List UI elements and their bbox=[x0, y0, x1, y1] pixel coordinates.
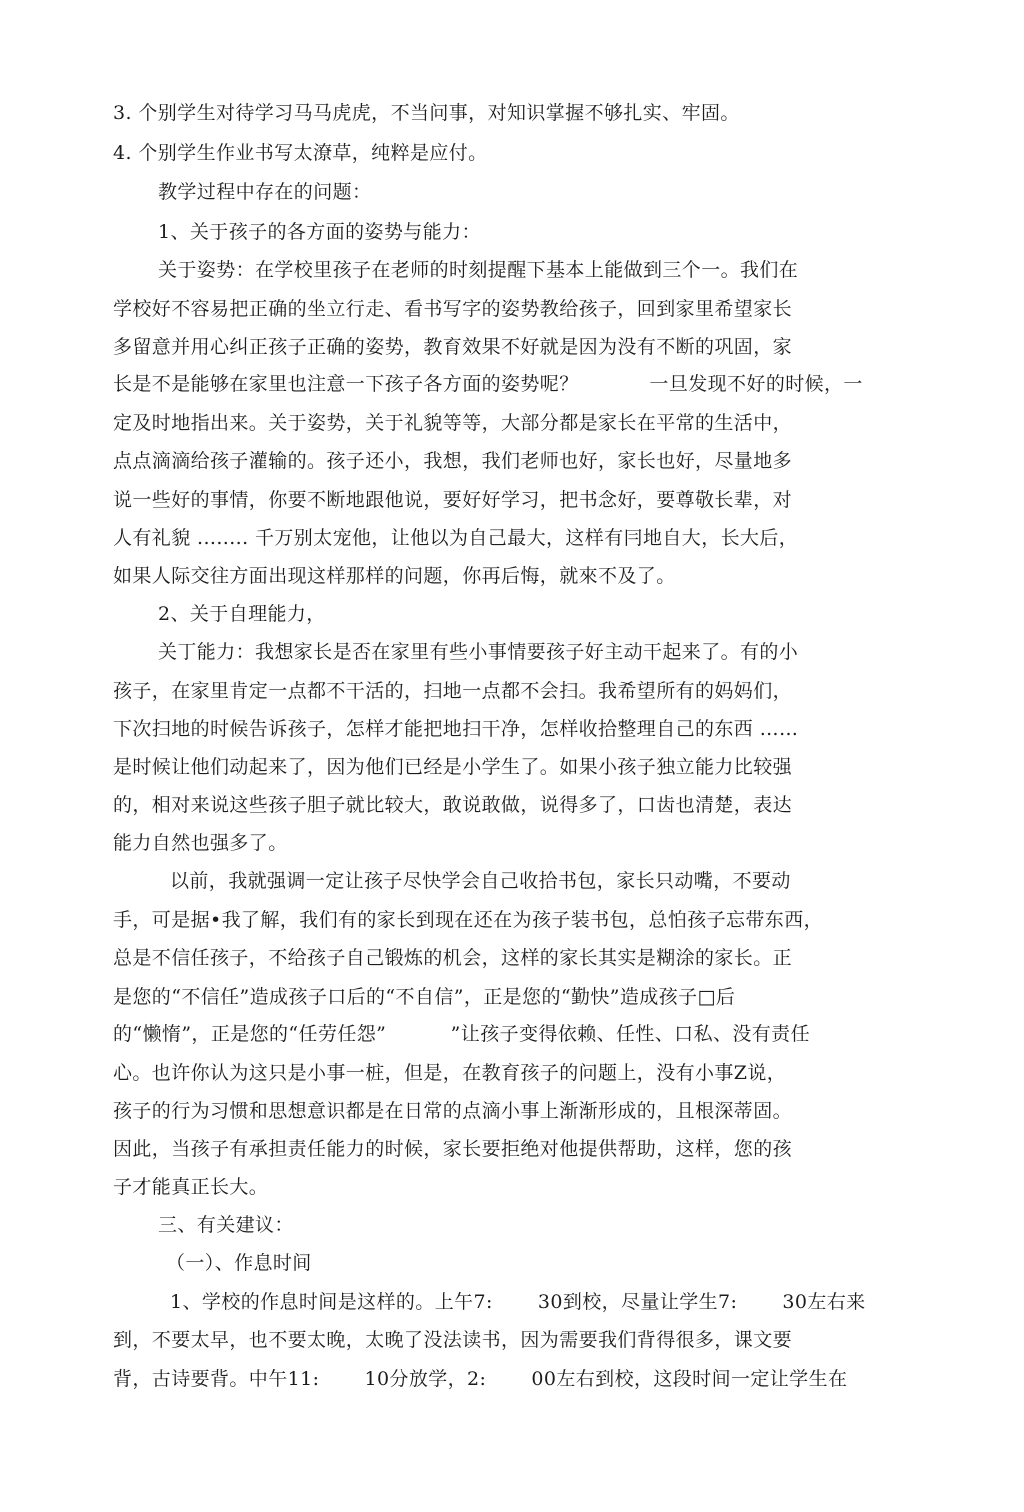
text-line-2: 4. 个别学生作业书写太潦草，纯粹是应付。 bbox=[113, 142, 488, 164]
text-line-28: 因此，当孩子有承担责任能力的时候，家长要拒绝对他提供帮助，这样，您的孩 bbox=[113, 1138, 793, 1160]
text-line-18: 是时候让他们动起来了，因为他们已经是小学生了。如果小孩子独立能力比较强 bbox=[113, 756, 793, 778]
text-line-13: 如果人际交往方面出现这样那样的问题，你再后悔，就來不及了。 bbox=[113, 565, 676, 587]
text-line-6: 学校好不容易把正确的坐立行走、看书写字的姿势教给孩子，回到家里希望家长 bbox=[113, 298, 793, 320]
text-line-33: 到，不要太早，也不要太晚，太晚了没法读书，因为需要我们背得很多，课文要 bbox=[113, 1329, 793, 1351]
text-line-5: 关于姿势：在学校里孩子在老师的时刻提醒下基本上能做到三个一。我们在 bbox=[158, 259, 799, 281]
text-line-24: 是您的“不信任”造成孩子口后的“不自信”，正是您的“勤快”造成孩子□后 bbox=[113, 986, 736, 1008]
text-line-12: 人有礼貌 ........ 千万别太宠他，让他以为自己最大，这样有冃地自大，长大后， bbox=[113, 527, 799, 549]
text-line-14: 2、关于自理能力， bbox=[158, 603, 326, 625]
text-line-11: 说一些好的事情，你要不断地跟他说，要好好学习，把书念好，要尊敬长辈，对 bbox=[113, 489, 793, 511]
text-line-1: 3. 个别学生对待学习马马虎虎，不当问事，对知识掌握不够扎实、牢固。 bbox=[113, 102, 740, 124]
text-line-31: （一）、作息时间 bbox=[166, 1252, 312, 1274]
text-line-20: 能力自然也强多了。 bbox=[113, 832, 288, 854]
text-line-30: 三、有关建议： bbox=[158, 1214, 294, 1236]
text-line-15: 关丁能力：我想家长是否在家里有些小事情要孩子好主动干起来了。有的小 bbox=[158, 641, 799, 663]
text-line-4: 1、关于孩子的各方面的姿势与能力： bbox=[158, 221, 481, 243]
text-line-19: 的，相对来说这些孩子胆子就比较大，敢说敢做，说得多了，口齿也清楚，表达 bbox=[113, 794, 793, 816]
text-line-23: 总是不信任孩子，不给孩子自己锻炼的机会，这样的家长其实是糊涂的家长。正 bbox=[113, 947, 793, 969]
text-line-3: 教学过程中存在的问题： bbox=[158, 181, 372, 203]
text-line-25: 的“懒惰”，正是您的“任劳任怨” ”让孩子变得依赖、任性、口私、没有责任 bbox=[113, 1023, 810, 1045]
text-line-8: 长是不是能够在家里也注意一下孩子各方面的姿势呢？ 一旦发现不好的时候，一 bbox=[113, 373, 863, 395]
text-line-29: 子才能真正长大。 bbox=[113, 1176, 269, 1198]
text-line-26: 心。也许你认为这只是小事一桩，但是，在教育孩子的问题上，没有小事Z说， bbox=[113, 1062, 787, 1084]
text-line-27: 孩子的行为习惯和思想意识都是在日常的点滴小事上渐渐形成的，且根深蒂固。 bbox=[113, 1100, 793, 1122]
text-line-22: 手，可是据•我了解，我们有的家长到现在还在为孩子装书包，总怕孩子忘带东西， bbox=[113, 909, 824, 931]
text-line-21: 以前，我就强调一定让孩子尽快学会自己收拾书包，家长只动嘴，不要动 bbox=[170, 870, 791, 892]
text-line-17: 下次扫地的时候告诉孩子，怎样才能把地扫干净，怎样收拾整理自己的东西 …… bbox=[113, 718, 799, 740]
text-line-7: 多留意并用心纠正孩子正确的姿势，教育效果不好就是因为没有不断的巩固，家 bbox=[113, 336, 793, 358]
text-line-34: 背，古诗要背。中午11: 10分放学，2: 00左右到校，这段时间一定让学生在 bbox=[113, 1368, 848, 1390]
text-line-9: 定及时地指出来。关于姿势，关于礼貌等等，大部分都是家长在平常的生活中， bbox=[113, 412, 793, 434]
text-line-16: 孩子，在家里肯定一点都不干活的，扫地一点都不会扫。我希望所有的妈妈们， bbox=[113, 680, 793, 702]
text-line-10: 点点滴滴给孩子灌输的。孩子还小，我想，我们老师也好，家长也好，尽量地多 bbox=[113, 450, 793, 472]
text-line-32: 1、学校的作息时间是这样的。上午7: 30到校，尽量让学生7: 30左右来 bbox=[170, 1291, 866, 1313]
